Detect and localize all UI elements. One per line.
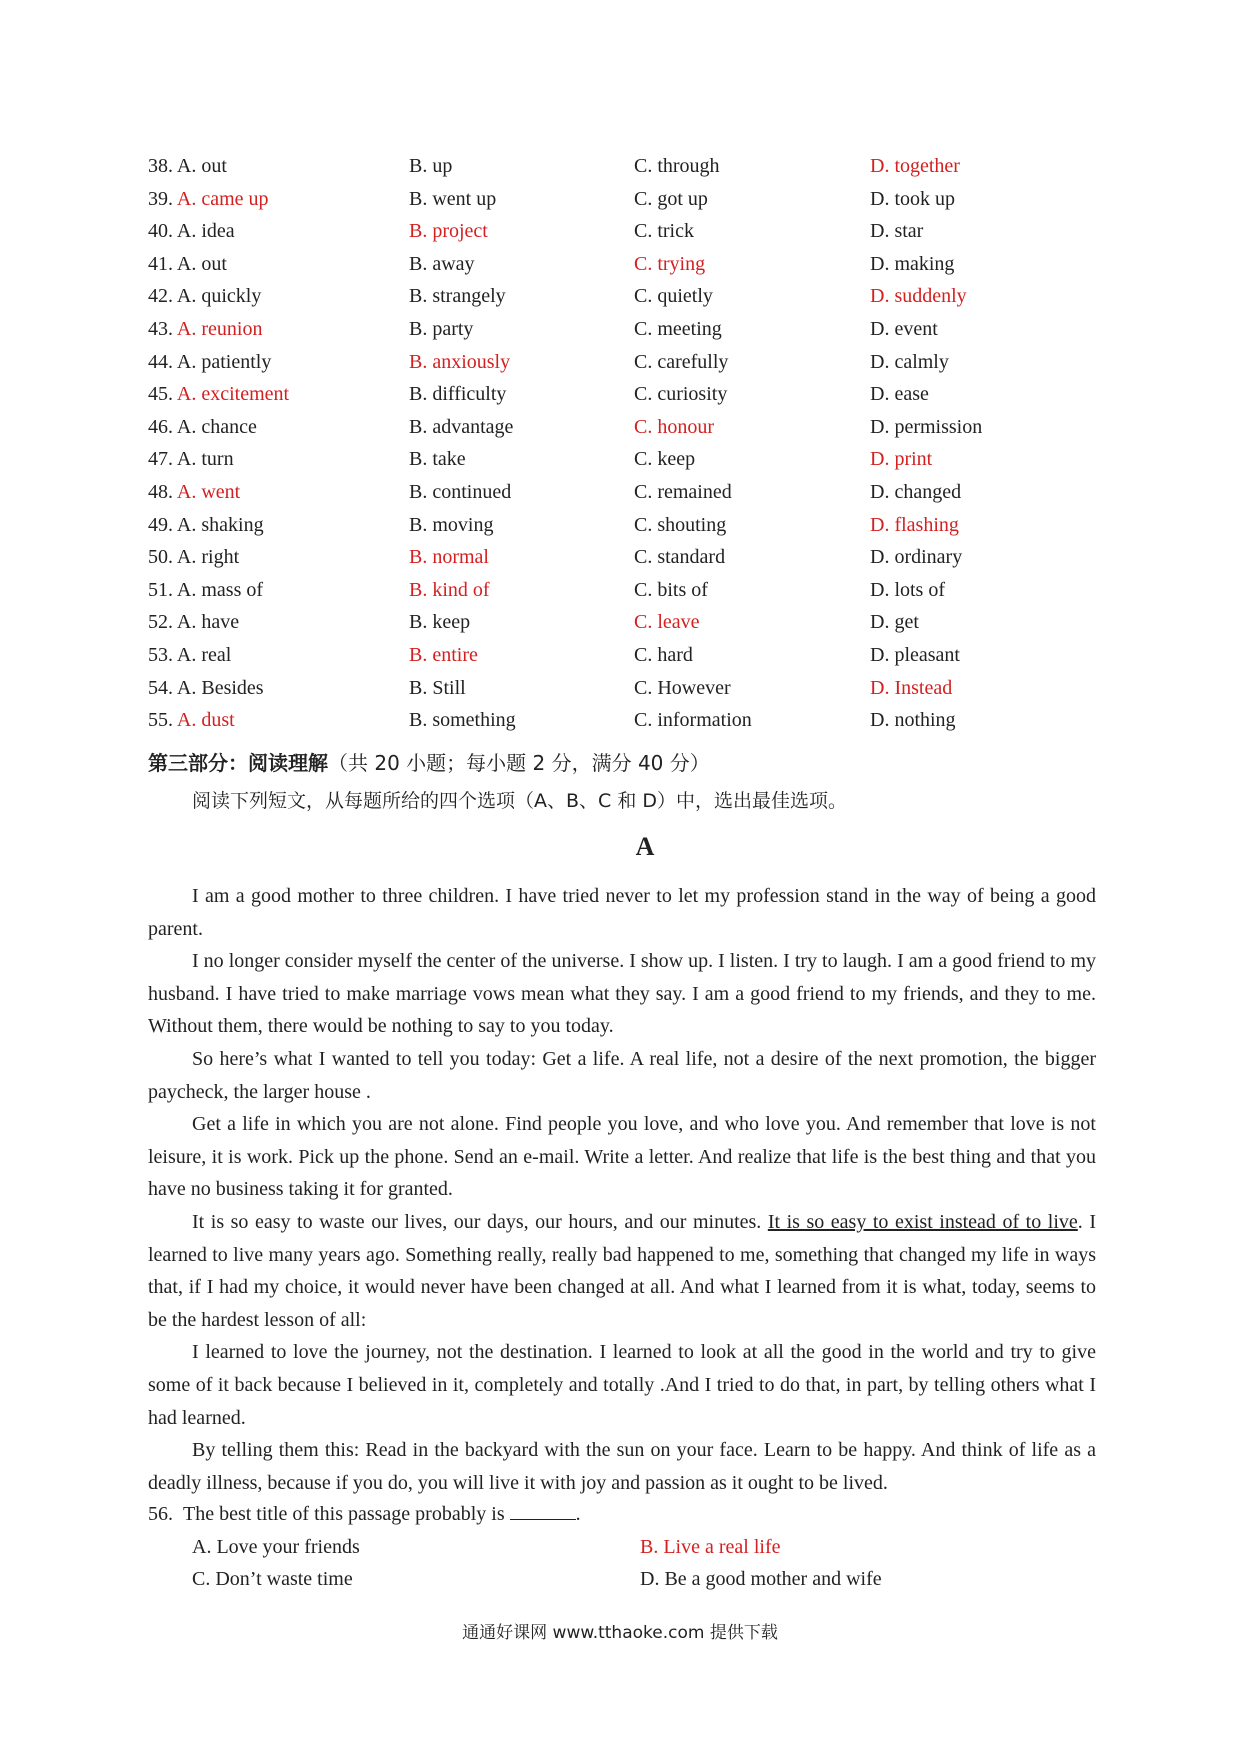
option-row	[148, 150, 1048, 183]
footer-source: 通通好课网 www.tthaoke.com 提供下载	[462, 1623, 778, 1643]
option-a	[148, 150, 227, 183]
option-c-answer: C. honour	[634, 415, 714, 438]
passage-text: It is so easy to waste our lives, our days, our hours, and our minutes.	[192, 1210, 768, 1233]
passage-title: A	[635, 832, 655, 861]
option-a	[148, 509, 264, 542]
option-c: C. through	[634, 155, 720, 177]
question-number: 43.	[148, 317, 173, 340]
option-d: D. ordinary	[870, 546, 963, 569]
answer-blank	[510, 1499, 576, 1520]
option-d: D. pleasant	[870, 643, 960, 666]
passage-paragraph: By telling them this: Read in the backyard with the sun on your face. Learn to be happy. And think of life as a deadly illness, because if you do, you will live it with joy and passion as it ought to be lived.	[148, 1439, 1096, 1494]
option-d-answer: D. flashing	[870, 513, 959, 536]
option-b: B. something	[409, 709, 516, 732]
option-a-text: A. patiently	[176, 350, 272, 373]
option-d: D. star	[870, 220, 924, 243]
option-b: B. up	[409, 155, 453, 177]
question-options-row	[148, 1563, 1096, 1596]
option-a: A. Love your friends	[192, 1535, 360, 1558]
option-a	[148, 411, 257, 444]
option-d-answer: D. Instead	[870, 676, 953, 699]
option-a-text: A. out	[176, 252, 227, 275]
option-d: D. event	[870, 317, 938, 340]
passage-text: . I learned to live many years ago. Something really, really bad happened to me, something that changed my life in ways that, if I had my choice, it would never have been changed at all. And what I learned from it is what, today, seems to be the hardest lesson of all:	[148, 1210, 1096, 1331]
option-a-text: A. mass of	[176, 578, 264, 601]
question-options-row	[148, 1531, 1096, 1564]
option-d: D. changed	[870, 480, 962, 503]
question-number: 50.	[148, 546, 173, 569]
option-row	[148, 280, 1048, 313]
option-row	[148, 606, 1048, 639]
option-a-text: A. Besides	[176, 676, 264, 699]
option-a-answer	[148, 183, 269, 216]
option-row	[148, 313, 1048, 346]
option-a-answer	[148, 476, 240, 509]
option-row	[148, 346, 1048, 379]
option-c: C. hard	[634, 643, 693, 666]
option-a-text: A. out	[176, 155, 227, 177]
option-a-text: A. have	[176, 611, 240, 634]
passage-paragraph: I am a good mother to three children. I have tried never to let my profession stand in the way of being a good parent.	[148, 885, 1096, 940]
option-c-answer: C. leave	[634, 611, 700, 634]
option-d: D. took up	[870, 187, 955, 210]
option-a-text: A. went	[176, 480, 241, 503]
option-c: C. However	[634, 676, 731, 699]
option-b: B. take	[409, 448, 466, 471]
underlined-sentence: It is so easy to exist instead of to live	[767, 1210, 1078, 1233]
question-number: 54.	[148, 676, 173, 699]
option-row	[148, 509, 1048, 542]
question-end: .	[575, 1503, 581, 1525]
option-b: B. difficulty	[409, 383, 507, 406]
option-c: C. carefully	[634, 350, 729, 373]
option-a	[148, 672, 264, 705]
question-number: 41.	[148, 252, 173, 275]
option-b: B. keep	[409, 611, 471, 634]
option-row	[148, 411, 1048, 444]
option-c: C. trick	[634, 220, 694, 243]
option-a	[148, 541, 239, 574]
question-number: 45.	[148, 383, 173, 406]
question-number: 52.	[148, 611, 173, 634]
passage-paragraph: I learned to love the journey, not the destination. I learned to look at all the good in the world and try to give some of it back because I believed in it, completely and totally .And I tried to do that, in part, by telling others what I had learned.	[148, 1341, 1096, 1429]
section-detail: （共 20 小题；每小题 2 分，满分 40 分）	[328, 751, 710, 775]
option-row	[148, 574, 1048, 607]
option-c: C. information	[634, 709, 752, 732]
option-c: C. meeting	[634, 317, 722, 340]
option-a-text: A. idea	[176, 220, 235, 243]
option-c: C. curiosity	[634, 383, 728, 406]
option-c: C. Don’t waste time	[192, 1568, 353, 1591]
option-b: B. party	[409, 317, 474, 340]
section-heading	[148, 748, 710, 778]
option-d: D. get	[870, 611, 919, 634]
option-row	[148, 378, 1048, 411]
option-d-answer: D. print	[870, 448, 933, 471]
option-a-text: A. chance	[176, 415, 257, 438]
option-a	[148, 639, 231, 672]
option-c: C. shouting	[634, 513, 727, 536]
option-a-answer	[148, 704, 235, 737]
question-stem	[148, 1498, 1096, 1531]
option-a-text: A. reunion	[176, 317, 263, 340]
option-row	[148, 476, 1048, 509]
question-number: 44.	[148, 350, 173, 373]
question-text: The best title of this passage probably is	[183, 1503, 505, 1525]
option-b-answer: B. Live a real life	[640, 1535, 781, 1558]
option-b: B. advantage	[409, 415, 514, 438]
option-a	[148, 574, 263, 607]
passage-paragraph: I no longer consider myself the center of the universe. I show up. I listen. I try to laugh. I am a good friend to my husband. I have tried to make marriage vows mean what they say. I am a good friend to my friends, and they to me. Without them, there would be nothing to say to you today.	[148, 950, 1096, 1038]
question-number: 51.	[148, 578, 173, 601]
option-a	[148, 215, 235, 248]
option-a-text: A. turn	[176, 448, 234, 471]
question-number: 39.	[148, 187, 173, 210]
option-d-answer: D. together	[870, 155, 960, 177]
option-row	[148, 248, 1048, 281]
option-a-text: A. right	[176, 546, 240, 569]
option-a	[148, 346, 271, 379]
question-number: 49.	[148, 513, 173, 536]
option-row	[148, 704, 1048, 737]
question-number: 53.	[148, 643, 173, 666]
question-number: 56.	[148, 1503, 173, 1525]
section-title: 第三部分：阅读理解	[148, 751, 328, 775]
option-b-answer: B. kind of	[409, 578, 490, 601]
option-b: B. Still	[409, 676, 466, 699]
option-d: D. ease	[870, 383, 929, 406]
question-number: 38.	[148, 155, 173, 177]
question-number: 55.	[148, 709, 173, 732]
option-d: D. making	[870, 252, 955, 275]
question-number: 40.	[148, 220, 173, 243]
option-b: B. moving	[409, 513, 494, 536]
option-a-text: A. quickly	[176, 285, 262, 308]
passage-paragraph	[148, 1206, 1096, 1336]
option-c: C. standard	[634, 546, 726, 569]
option-b-answer: B. entire	[409, 643, 478, 666]
option-c-answer: C. trying	[634, 252, 706, 275]
option-d: D. calmly	[870, 350, 949, 373]
option-row	[148, 672, 1048, 705]
section-instruction: 阅读下列短文，从每题所给的四个选项（A、B、C 和 D）中，选出最佳选项。	[192, 790, 848, 812]
option-a-text: A. excitement	[176, 383, 290, 406]
question-56	[148, 1498, 1096, 1596]
option-row	[148, 541, 1048, 574]
option-b: B. went up	[409, 187, 497, 210]
option-row	[148, 215, 1048, 248]
option-b: B. strangely	[409, 285, 506, 308]
option-a-text: A. came up	[176, 187, 269, 210]
option-row	[148, 443, 1048, 476]
option-c: C. keep	[634, 448, 696, 471]
option-c: C. got up	[634, 187, 708, 210]
option-a-text: A. dust	[176, 709, 235, 732]
passage-body	[148, 880, 1096, 1499]
question-number: 48.	[148, 480, 173, 503]
option-a	[148, 443, 234, 476]
option-row	[148, 639, 1048, 672]
option-a-answer	[148, 313, 262, 346]
passage-paragraph: So here’s what I wanted to tell you today: Get a life. A real life, not a desire of the next promotion, the bigger paycheck, the larger house .	[148, 1047, 1096, 1103]
option-a-text: A. shaking	[176, 513, 264, 536]
option-d: D. lots of	[870, 578, 945, 601]
option-b-answer: B. project	[409, 220, 488, 243]
option-b: B. continued	[409, 480, 512, 503]
option-b-answer: B. normal	[409, 546, 489, 569]
option-d: D. permission	[870, 415, 983, 438]
passage-paragraph: Get a life in which you are not alone. Find people you love, and who love you. And remember that love is not leisure, it is work. Pick up the phone. Send an e-mail. Write a letter. And realize that life is the best thing and that you have no business taking it for granted.	[148, 1113, 1096, 1201]
option-b: B. away	[409, 252, 475, 275]
question-number: 42.	[148, 285, 173, 308]
option-a	[148, 248, 227, 281]
option-c: C. remained	[634, 480, 732, 503]
option-c: C. bits of	[634, 578, 708, 601]
option-b-answer: B. anxiously	[409, 350, 511, 373]
option-a	[148, 280, 261, 313]
question-number: 46.	[148, 415, 173, 438]
option-d-answer: D. suddenly	[870, 285, 967, 308]
question-number: 47.	[148, 448, 173, 471]
option-a-text: A. real	[176, 643, 232, 666]
option-d: D. Be a good mother and wife	[640, 1568, 882, 1591]
option-c: C. quietly	[634, 285, 713, 308]
option-a-answer	[148, 378, 289, 411]
option-d: D. nothing	[870, 709, 956, 732]
option-a	[148, 606, 239, 639]
cloze-options-table	[148, 150, 1048, 737]
option-row	[148, 183, 1048, 216]
